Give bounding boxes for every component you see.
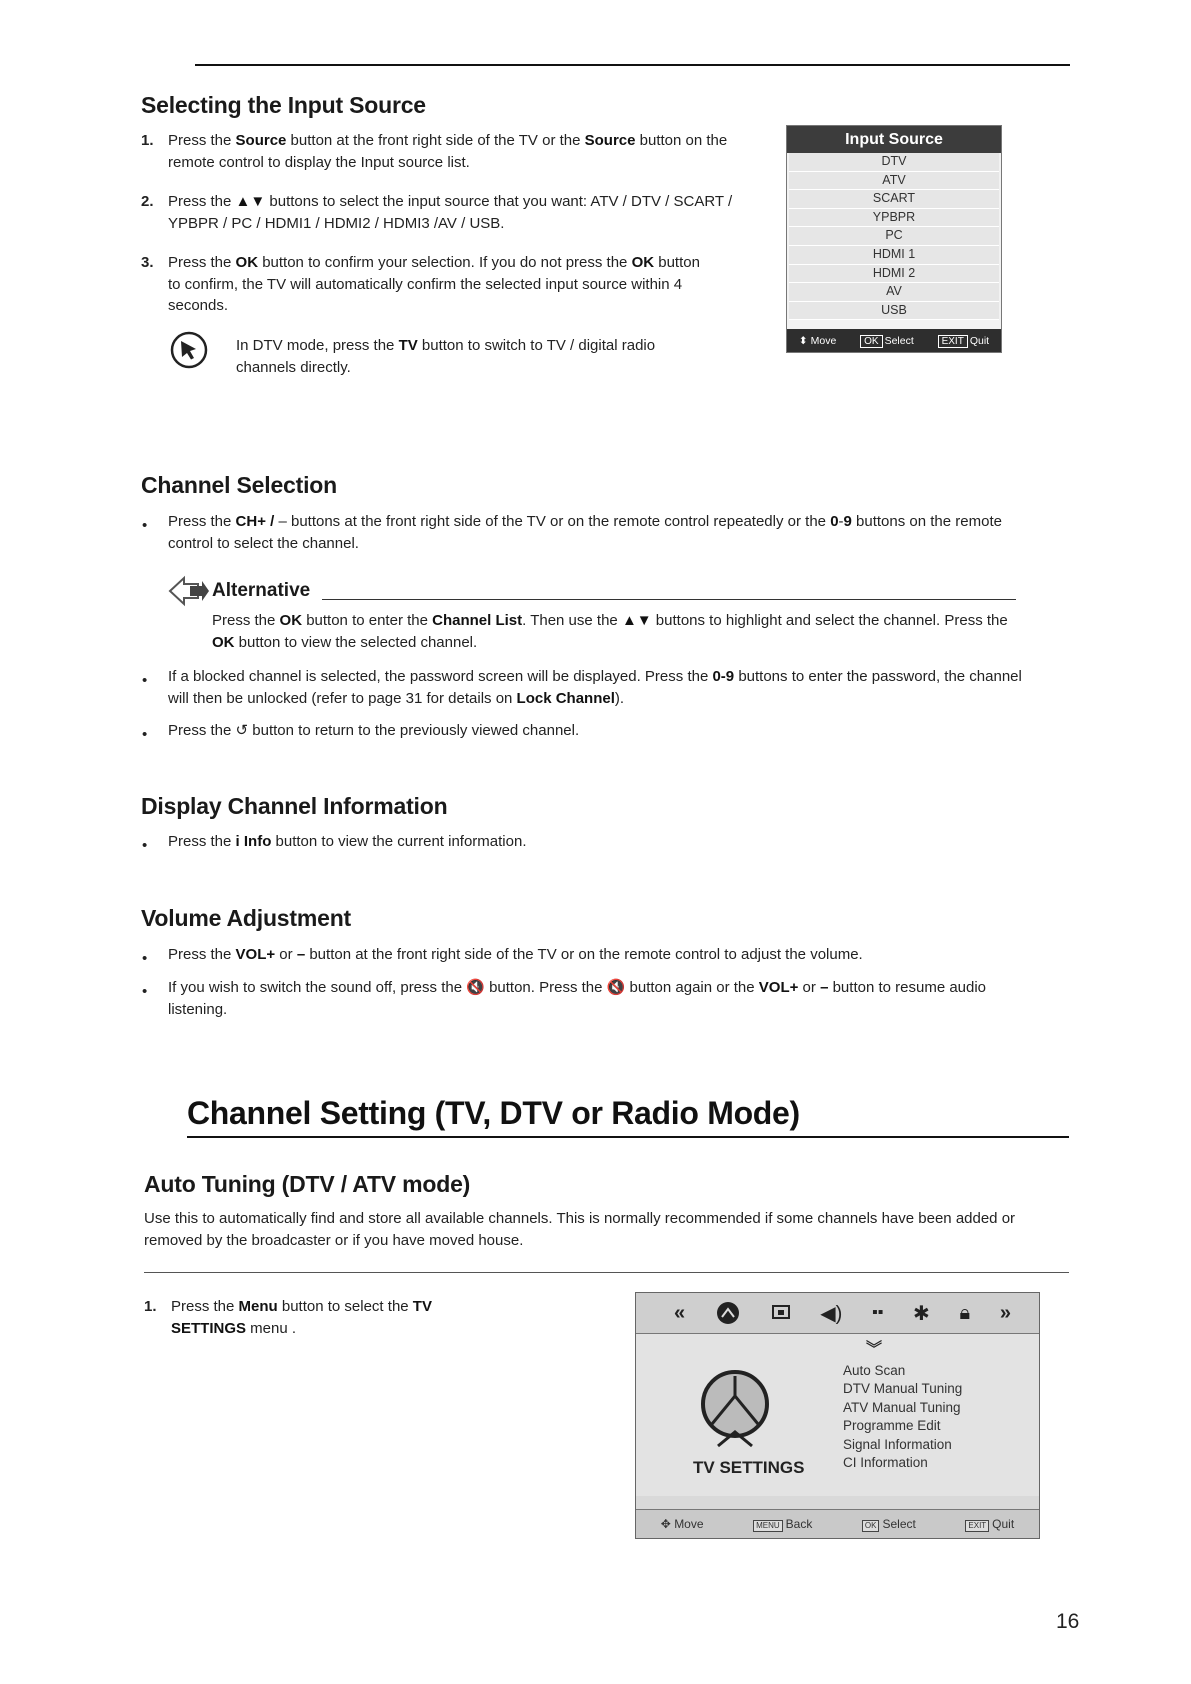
prev-tab-icon[interactable]: «	[674, 1301, 686, 1324]
text-run: button to view the selected channel.	[234, 633, 478, 651]
bold-text: VOL+	[758, 979, 799, 996]
text-run: button to switch to TV / digital radio channels directly.	[236, 337, 656, 376]
bullet-text	[168, 511, 1038, 554]
menu-body	[636, 1334, 1039, 1496]
bold-text: Source	[235, 132, 287, 149]
bold-text: TV SETTINGS	[171, 1298, 432, 1337]
text-run: button. Press the	[484, 979, 607, 996]
bold-text: 0-9	[712, 668, 735, 685]
text-run: ).	[614, 689, 625, 707]
step-number: 1.	[141, 132, 154, 149]
bullet-dot: •	[142, 517, 148, 534]
tv-settings-footer	[636, 1509, 1039, 1538]
tv-settings-menu	[843, 1362, 962, 1472]
bold-text: –	[296, 946, 306, 963]
lock-icon[interactable]: 🔒︎	[959, 1301, 971, 1324]
up-down-icon: ⬍	[798, 334, 808, 347]
options-icon[interactable]: ▪▪	[871, 1304, 884, 1321]
tv-settings-panel	[635, 1292, 1040, 1539]
heading-display-info: Display Channel Information	[141, 793, 448, 819]
text-run: button to resume audio listening.	[168, 979, 987, 1018]
input-source-item[interactable]: ATV	[789, 172, 999, 191]
satellite-dish-icon[interactable]	[715, 1300, 741, 1326]
step-number: 3.	[141, 254, 154, 271]
text-run: Press the	[212, 612, 280, 629]
text-run: In DTV mode, press the	[236, 337, 399, 354]
bullet-dot: •	[142, 983, 148, 1000]
bold-text: 0	[830, 513, 839, 530]
text-run: Press the	[168, 254, 236, 271]
bullet-text	[168, 720, 1038, 742]
sound-icon[interactable]: ◀)	[820, 1302, 843, 1325]
ok-key: OK	[862, 1520, 880, 1532]
alternative-label: Alternative	[212, 580, 311, 601]
text-run: buttons to highlight and select the channel. Press the	[651, 612, 1008, 629]
tv-settings-menu-item[interactable]: CI Information	[843, 1455, 928, 1471]
bullet-dot: •	[142, 672, 148, 689]
text-run: buttons to select the input source that you want: ATV / DTV / SCART / YPBPR / PC / HDMI1 / HDMI2 / HDMI3 /AV / USB.	[168, 193, 733, 232]
step-text	[168, 191, 733, 234]
input-source-item[interactable]: USB	[789, 302, 999, 321]
text-run: If you wish to switch the sound off, press the	[168, 979, 467, 996]
bold-text: ▲▼	[621, 612, 652, 629]
tv-settings-menu-item[interactable]: Signal Information	[843, 1436, 952, 1452]
text-run: button at the front right side of the TV or the	[286, 132, 585, 149]
text-run: button to select the	[277, 1298, 413, 1315]
back-hint: MENU Back	[753, 1517, 812, 1532]
text-run: buttons on the remote control to select the channel.	[168, 513, 1002, 552]
tv-settings-menu-item[interactable]: ATV Manual Tuning	[843, 1399, 961, 1415]
text-run: Press the	[168, 513, 236, 530]
input-source-item[interactable]: DTV	[789, 153, 999, 172]
input-source-footer	[787, 329, 1001, 352]
text-run: button to confirm your selection. If you do not press the	[258, 254, 632, 271]
bold-text: ▲▼	[235, 193, 266, 210]
text-run: 🔇	[466, 979, 485, 996]
text-run: ↺	[235, 722, 249, 739]
bullet-dot: •	[142, 726, 148, 743]
gear-icon[interactable]: ✱	[913, 1302, 930, 1325]
menu-key: MENU	[753, 1520, 783, 1532]
bold-text: 9	[843, 513, 852, 530]
step-number: 1.	[144, 1298, 157, 1315]
tv-settings-menu-item[interactable]: Programme Edit	[843, 1418, 941, 1434]
bold-text: Lock Channel	[516, 689, 615, 707]
intro-rule	[144, 1272, 1069, 1273]
tv-settings-menu-item[interactable]: Auto Scan	[843, 1363, 906, 1378]
input-source-item[interactable]: YPBPR	[789, 209, 999, 228]
move-hint: ✥ Move	[660, 1517, 704, 1531]
bold-text: TV	[398, 337, 418, 354]
text-run: Press the	[168, 946, 236, 963]
chevron-down-icon: ︾	[866, 1341, 883, 1358]
alternative-rule	[322, 599, 1016, 600]
bullet-text	[168, 666, 1038, 709]
note-text	[236, 335, 666, 378]
heading-volume: Volume Adjustment	[141, 905, 352, 931]
satellite-dish-large-icon	[690, 1366, 780, 1448]
exit-key: EXIT	[938, 335, 968, 348]
bullet-dot: •	[142, 837, 148, 854]
bold-text: VOL+	[235, 946, 276, 963]
next-tab-icon[interactable]: »	[999, 1301, 1011, 1324]
quit-hint: EXIT Quit	[938, 335, 990, 347]
text-run: button to view the current information.	[271, 833, 527, 850]
text-run: If a blocked channel is selected, the password screen will be displayed. Press the	[168, 668, 713, 685]
tv-settings-menu-item[interactable]: DTV Manual Tuning	[843, 1381, 963, 1397]
input-source-title: Input Source	[787, 126, 1001, 153]
text-run: button to enter the	[302, 612, 433, 629]
text-run: or	[275, 946, 297, 963]
step-text	[168, 252, 708, 317]
text-run: button at the front right side of the TV or on the remote control to adjust the volume.	[305, 946, 863, 963]
chapter-title: Channel Setting (TV, DTV or Radio Mode)	[187, 1095, 800, 1131]
bold-text: OK	[212, 633, 235, 651]
text-run: Press the	[168, 722, 236, 739]
bold-text: OK	[631, 254, 655, 271]
bold-text: CH+ /	[235, 513, 275, 530]
text-run: buttons to enter the password, the channel will then be unlocked (refer to page 31 for details on	[168, 668, 1022, 707]
note-icon	[169, 330, 209, 370]
bold-text: –	[820, 979, 829, 996]
input-source-panel	[786, 125, 1002, 353]
chapter-rule	[187, 1136, 1069, 1138]
select-hint: OK Select	[860, 335, 914, 347]
text-run: Press the	[168, 193, 236, 210]
bullet-text	[168, 944, 1038, 966]
text-run: button again or the	[625, 979, 759, 996]
alternative-arrow-icon	[168, 574, 210, 608]
heading-channel-selection: Channel Selection	[141, 472, 337, 498]
bold-text: i Info	[235, 833, 272, 850]
input-source-item[interactable]: SCART	[789, 190, 999, 209]
picture-icon[interactable]	[771, 1303, 791, 1323]
text-run: Press the	[168, 833, 236, 850]
input-source-list	[787, 153, 1001, 320]
input-source-item[interactable]: HDMI 1	[789, 246, 999, 265]
quit-hint: EXIT Quit	[965, 1517, 1014, 1532]
text-run: – buttons at the front right side of the TV or on the remote control repeatedly or the	[274, 513, 831, 530]
top-rule	[195, 64, 1070, 66]
auto-tuning-intro: Use this to automatically find and store all available channels. This is normally recommended if some channels have been added or removed by the broadcaster or if you have moved house.	[144, 1210, 1016, 1249]
text-run: button on the remote control to display the Input source list.	[168, 132, 728, 171]
alternative-text	[212, 610, 1012, 653]
text-run: Press the	[171, 1298, 239, 1315]
move-hint: ⬍ Move	[798, 334, 837, 347]
bold-text: Channel List	[432, 612, 523, 629]
step-number: 2.	[141, 193, 154, 210]
menu-tab-bar	[636, 1293, 1039, 1334]
heading-auto-tuning: Auto Tuning (DTV / ATV mode)	[144, 1171, 471, 1197]
page-number: 16	[1056, 1610, 1080, 1633]
input-source-item[interactable]: PC	[789, 227, 999, 246]
bullet-text	[168, 977, 1048, 1020]
text-run: button to confirm, the TV will automatically confirm the selected input source within 4 seconds.	[168, 254, 700, 314]
tv-settings-label: TV SETTINGS	[693, 1458, 805, 1477]
bold-text: Menu	[238, 1298, 278, 1315]
select-hint: OK Select	[862, 1517, 916, 1532]
heading-input-source: Selecting the Input Source	[141, 92, 426, 118]
text-run: button to return to the previously viewed channel.	[248, 722, 580, 739]
bold-text: Source	[584, 132, 636, 149]
text-run: -	[838, 513, 844, 530]
ok-key: OK	[860, 335, 882, 348]
bullet-dot: •	[142, 950, 148, 967]
input-source-item[interactable]: HDMI 2	[789, 265, 999, 284]
exit-key: EXIT	[965, 1520, 989, 1532]
text-run: 🔇	[606, 979, 626, 996]
bold-text: OK	[279, 612, 303, 629]
bullet-text	[168, 831, 1038, 853]
bold-text: OK	[235, 254, 259, 271]
input-source-item[interactable]: AV	[789, 283, 999, 302]
text-run: . Then use the	[522, 612, 622, 629]
move-arrows-icon: ✥	[660, 1517, 671, 1531]
text-run: or	[798, 979, 821, 996]
step-text	[171, 1296, 461, 1339]
step-text	[168, 130, 733, 173]
text-run: Press the	[168, 132, 236, 149]
text-run: menu .	[246, 1319, 297, 1337]
